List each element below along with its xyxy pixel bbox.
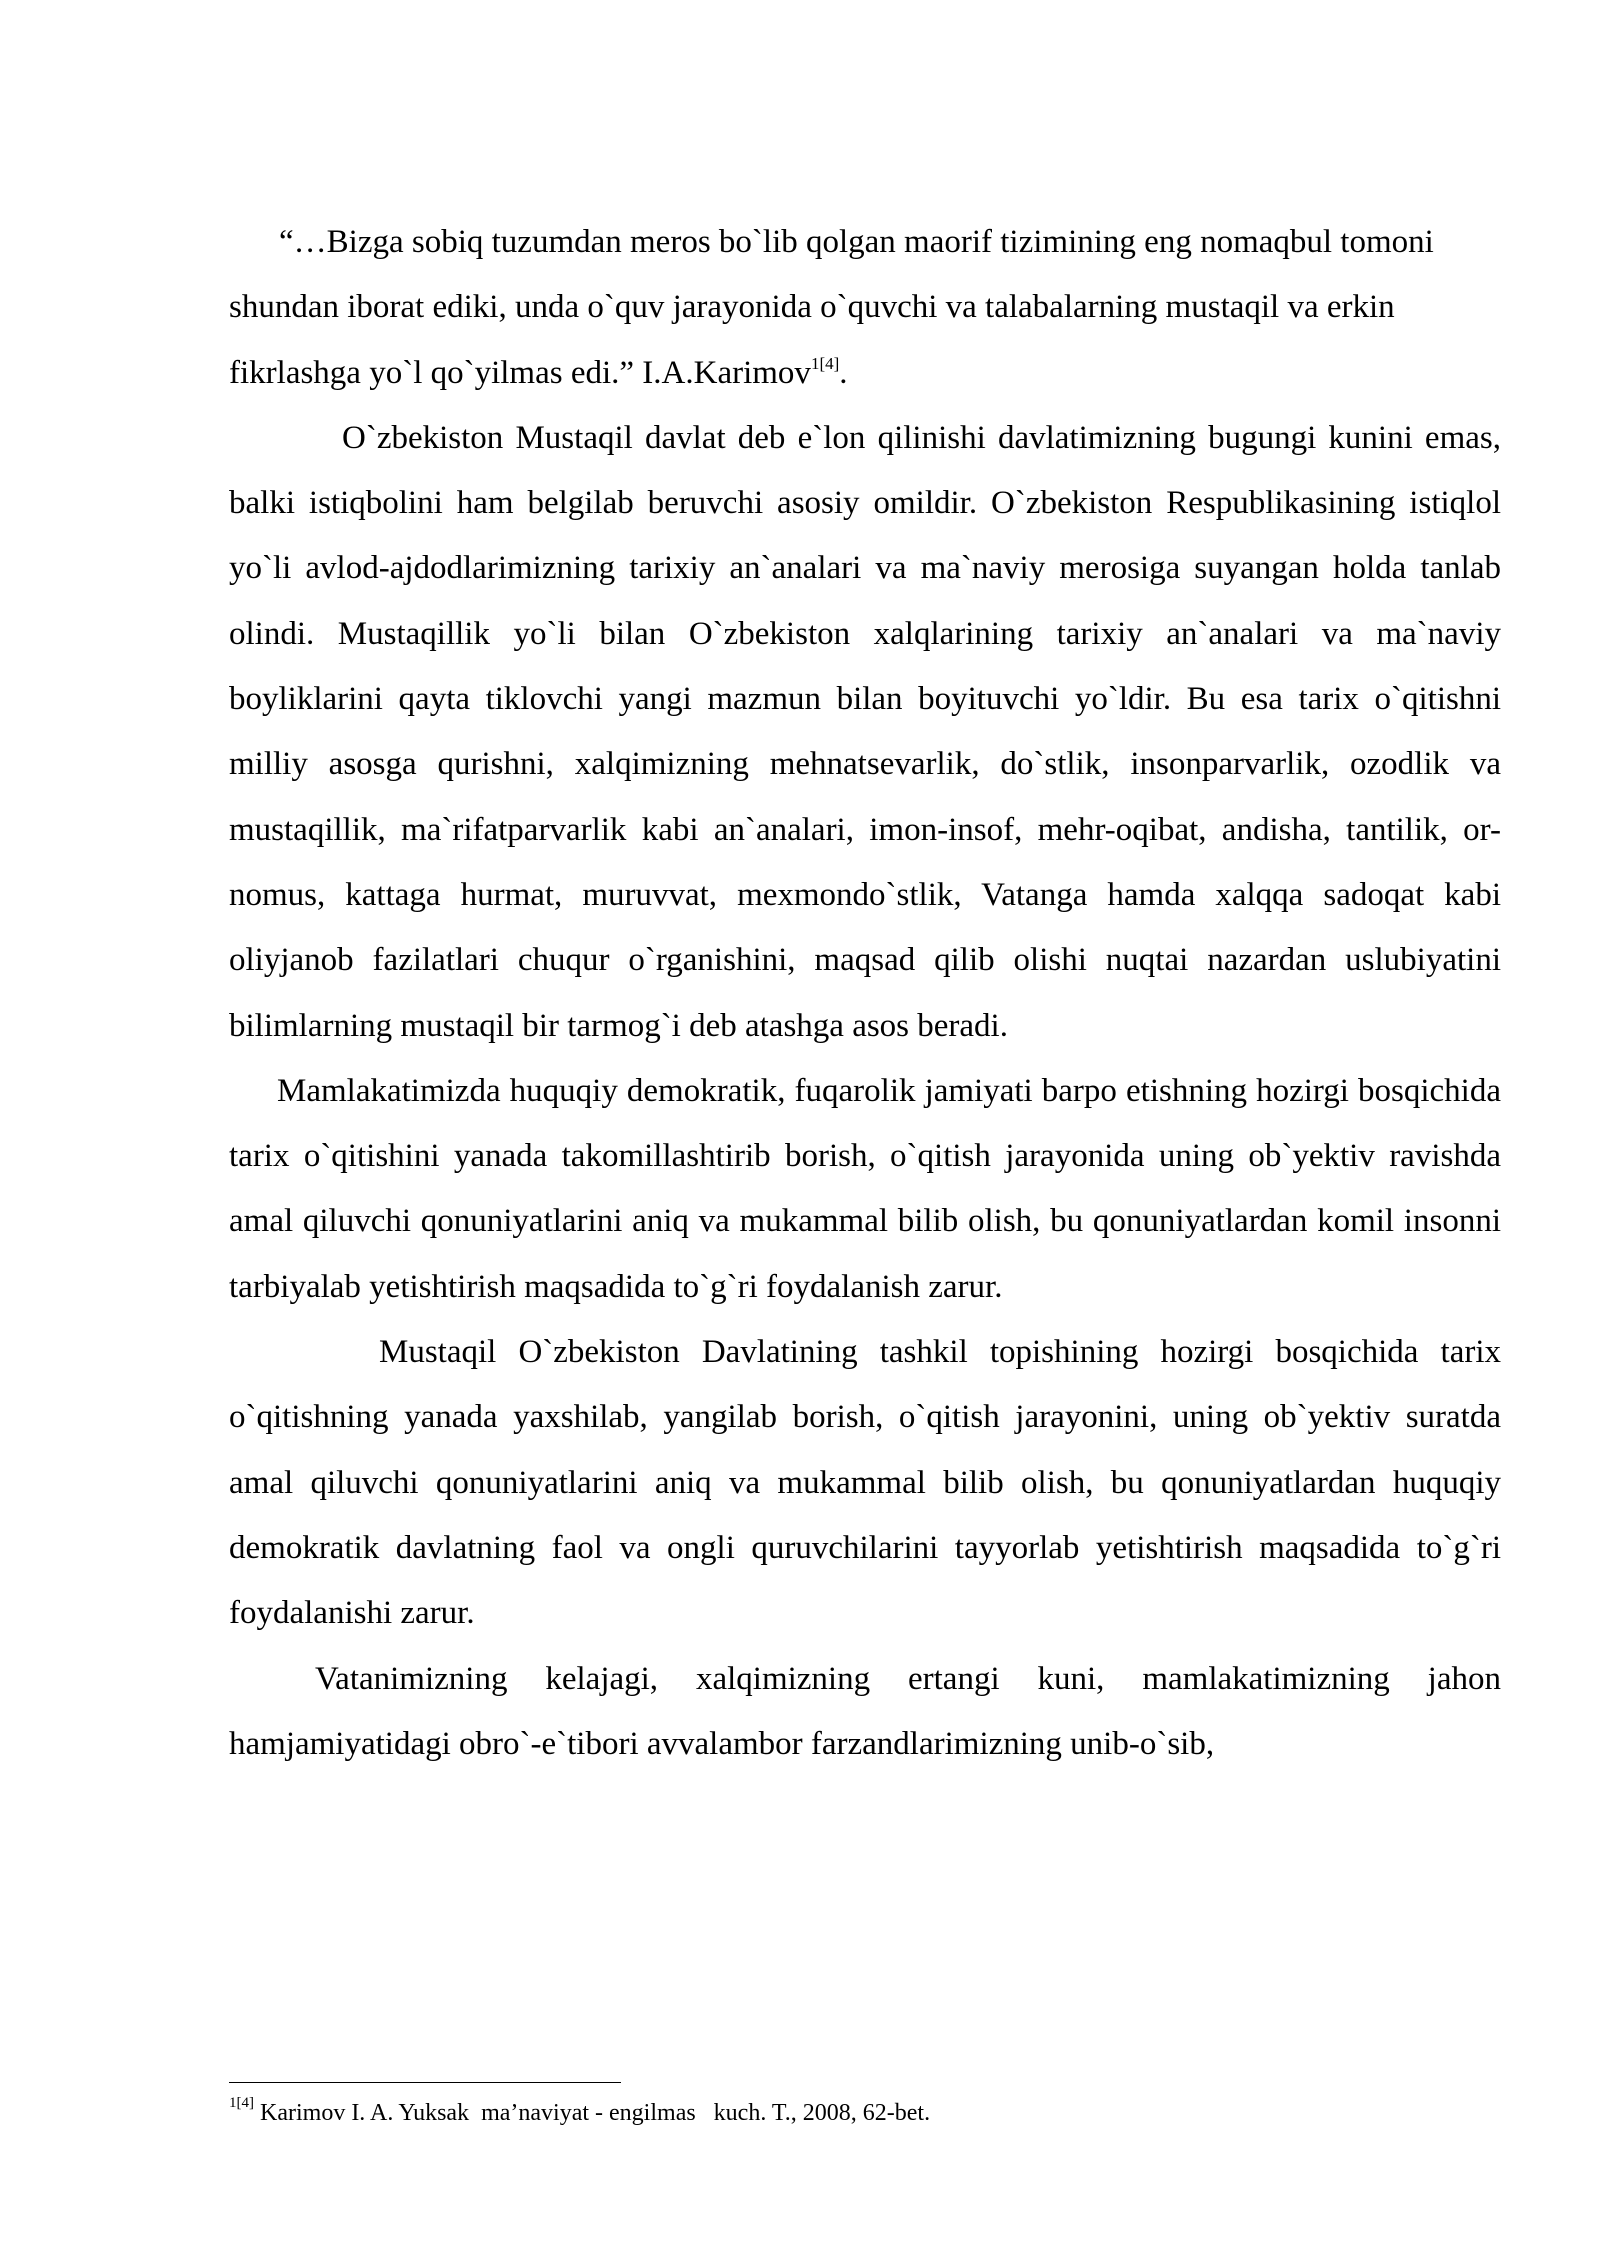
footnote — [229, 2095, 931, 2128]
quote-text: “…Bizga sobiq tuzumdan meros bo`lib qolgan maorif tizimining eng nomaqbul tomoni shundan iborat ediki, unda o`quv jarayonida o`quvchi va talabalarning mustaqil va erkin fikrlashga yo`l qo`yilmas edi.” I.A.Karimov — [229, 224, 1434, 391]
document-body — [229, 210, 1501, 1777]
quote-end: . — [839, 354, 848, 391]
paragraph-4: Vatanimizning kelajagi, xalqimizning ertangi kuni, mamlakatimizning jahon hamjamiyatidagi obro`-e`tibori avvalambor farzandlarimizning unib-o`sib, — [229, 1660, 1501, 1762]
paragraph-3: Mustaqil O`zbekiston Davlatining tashkil topishining hozirgi bosqichida tarix o`qitishning yanada yaxshilab, yangilab borish, o`qitish jarayonini, uning ob`yektiv suratda amal qiluvchi qonuniyatlarini aniq va mukammal bilib olish, bu qonuniyatlardan huquqiy demokratik davlatning faol va ongli quruvchilarini tayyorlab yetishtirish maqsadida to`g`ri foydalanishi zarur. — [229, 1334, 1501, 1632]
paragraph-1: O`zbekiston Mustaqil davlat deb e`lon qilinishi davlatimizning bugungi kunini emas, balki istiqbolini ham belgilab beruvchi asosiy omildir. O`zbekiston Respublikasining istiqlol yo`li avlod-ajdodlarimizning tarixiy an`analari va ma`naviy merosiga suyangan holda tanlab olindi. Mustaqillik yo`li bilan O`zbekiston xalqlarining tarixiy an`analari va ma`naviy boyliklarini qayta tiklovchi yangi mazmun bilan boyituvchi yo`ldir. Bu esa tarix o`qitishni milliy asosga qurishni, xalqimizning mehnatsevarlik, do`stlik, insonparvarlik, ozodlik va mustaqillik, ma`rifatparvarlik kabi an`analari, imon-insof, mehr-oqibat, andisha, tantilik, or-nomus, kattaga hurmat, muruvvat, mexmondo`stlik, Vatanga hamda xalqqa sadoqat kabi oliyjanob fazilatlari chuqur o`rganishini, maqsad qilib olishi nuqtai nazardan uslubiyatini bilimlarning mustaqil bir tarmog`i deb atashga asos beradi. — [229, 419, 1501, 1044]
footnote-text: Karimov I. A. Yuksak ma’naviyat - engilmas kuch. T., 2008, 62-bet. — [254, 2100, 931, 2126]
epigraph-quote — [229, 210, 1501, 406]
footnote-reference[interactable]: 1[4] — [810, 353, 840, 373]
paragraph-2: Mamlakatimizda huquqiy demokratik, fuqarolik jamiyati barpo etishning hozirgi bosqichida tarix o`qitishini yanada takomillashtirib borish, o`qitish jarayonida uning ob`yektiv ravishda amal qiluvchi qonuniyatlarini aniq va mukammal bilib olish, bu qonuniyatlardan komil insonni tarbiyalab yetishtirish maqsadida to`g`ri foydalanish zarur. — [229, 1072, 1501, 1305]
footnote-separator — [229, 2082, 621, 2083]
footnote-marker: 1[4] — [229, 2095, 254, 2111]
